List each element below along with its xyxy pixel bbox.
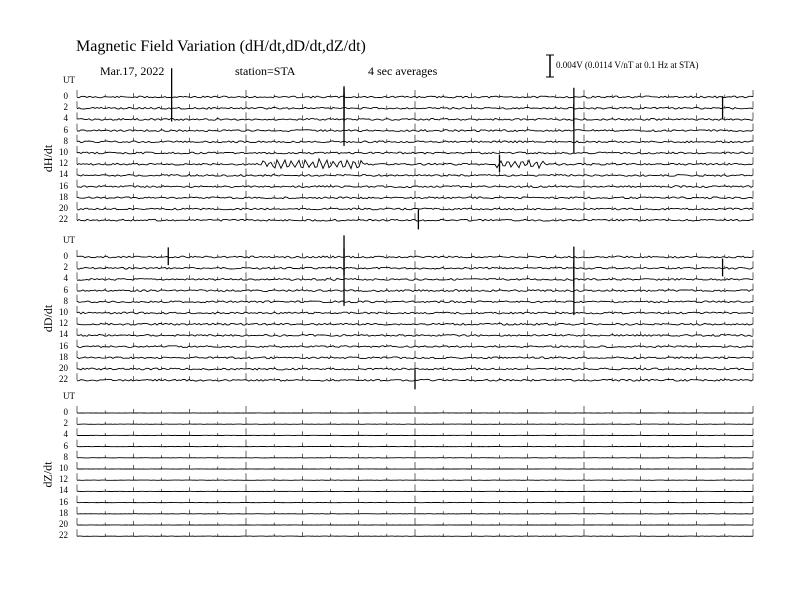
hour-tick-label: 18 xyxy=(59,507,68,518)
trace-line xyxy=(77,96,753,98)
hour-tick-label: 2 xyxy=(63,102,68,113)
hour-tick-label: 2 xyxy=(63,418,68,429)
date-label: Mar.17, 2022 xyxy=(100,64,165,78)
hour-tick-label: 18 xyxy=(59,351,68,362)
row-ticks xyxy=(77,328,753,335)
row-ticks xyxy=(77,351,753,358)
row-ticks xyxy=(77,406,753,413)
row-ticks xyxy=(77,496,753,503)
trace-line xyxy=(77,186,753,188)
hour-tick-label: 4 xyxy=(63,273,68,284)
hour-tick-label: 8 xyxy=(63,135,68,146)
trace-line xyxy=(77,197,753,199)
panel-ylabel: dZ/dt xyxy=(40,461,55,488)
row-ticks xyxy=(77,451,753,458)
scale-label: 0.004V (0.0114 V/nT at 0.1 Hz at STA) xyxy=(556,60,699,70)
row-ticks xyxy=(77,428,753,435)
hour-tick-label: 6 xyxy=(63,124,68,135)
hour-tick-label: 10 xyxy=(59,307,68,317)
hour-tick-label: 6 xyxy=(63,284,68,295)
row-ticks xyxy=(77,362,753,369)
row-ticks xyxy=(77,272,753,279)
row-ticks xyxy=(77,168,753,175)
hour-tick-label: 10 xyxy=(59,463,68,473)
row-ticks xyxy=(77,213,753,220)
hour-tick-label: 4 xyxy=(63,429,68,440)
panel-ylabel: dH/dt xyxy=(40,144,55,173)
row-ticks xyxy=(77,462,753,469)
hour-tick-label: 12 xyxy=(59,474,68,485)
trace-line xyxy=(77,290,753,292)
row-ticks xyxy=(77,284,753,291)
hour-tick-label: 0 xyxy=(63,407,68,417)
panel-ylabel: dD/dt xyxy=(40,304,55,333)
averaging-label: 4 sec averages xyxy=(368,64,438,78)
hour-tick-label: 8 xyxy=(63,295,68,306)
row-ticks xyxy=(77,317,753,324)
hour-tick-label: 2 xyxy=(63,262,68,273)
hour-tick-label: 10 xyxy=(59,147,68,157)
chart-title: Magnetic Field Variation (dH/dt,dD/dt,dZ/dt) xyxy=(76,38,366,55)
hour-tick-label: 12 xyxy=(59,318,68,329)
trace-line xyxy=(77,219,753,221)
row-ticks xyxy=(77,157,753,164)
station-label: station=STA xyxy=(235,64,296,78)
hour-tick-label: 6 xyxy=(63,440,68,451)
hour-tick-label: 18 xyxy=(59,191,68,202)
row-ticks xyxy=(77,473,753,480)
hour-tick-label: 0 xyxy=(63,251,68,261)
hour-tick-label: 14 xyxy=(59,485,68,496)
ut-label: UT xyxy=(63,391,75,401)
hour-tick-label: 14 xyxy=(59,329,68,340)
hour-tick-label: 0 xyxy=(63,91,68,101)
row-ticks xyxy=(77,191,753,198)
trace-line xyxy=(77,357,753,359)
row-ticks xyxy=(77,261,753,268)
row-ticks xyxy=(77,306,753,313)
row-ticks xyxy=(77,250,753,257)
row-ticks xyxy=(77,518,753,525)
row-ticks xyxy=(77,440,753,447)
hour-tick-label: 20 xyxy=(59,519,68,529)
row-ticks xyxy=(77,507,753,514)
hour-tick-label: 22 xyxy=(59,214,68,225)
row-ticks xyxy=(77,135,753,142)
row-ticks xyxy=(77,417,753,424)
hour-tick-label: 14 xyxy=(59,169,68,180)
hour-tick-label: 8 xyxy=(63,451,68,462)
row-ticks xyxy=(77,180,753,187)
hour-tick-label: 16 xyxy=(59,496,68,507)
row-ticks xyxy=(77,529,753,536)
row-ticks xyxy=(77,202,753,209)
hour-tick-label: 12 xyxy=(59,158,68,169)
hour-tick-label: 4 xyxy=(63,113,68,124)
ut-label: UT xyxy=(63,235,75,245)
row-ticks xyxy=(77,484,753,491)
hour-tick-label: 20 xyxy=(59,203,68,213)
hour-tick-label: 16 xyxy=(59,340,68,351)
hour-tick-label: 22 xyxy=(59,530,68,541)
row-ticks xyxy=(77,90,753,97)
trace-line xyxy=(77,175,753,177)
trace-line xyxy=(77,279,753,281)
hour-tick-label: 22 xyxy=(59,374,68,385)
ut-label: UT xyxy=(63,75,75,85)
row-ticks xyxy=(77,146,753,153)
hour-tick-label: 20 xyxy=(59,363,68,373)
trace-line xyxy=(77,256,753,258)
row-ticks xyxy=(77,124,753,131)
hour-tick-label: 16 xyxy=(59,180,68,191)
